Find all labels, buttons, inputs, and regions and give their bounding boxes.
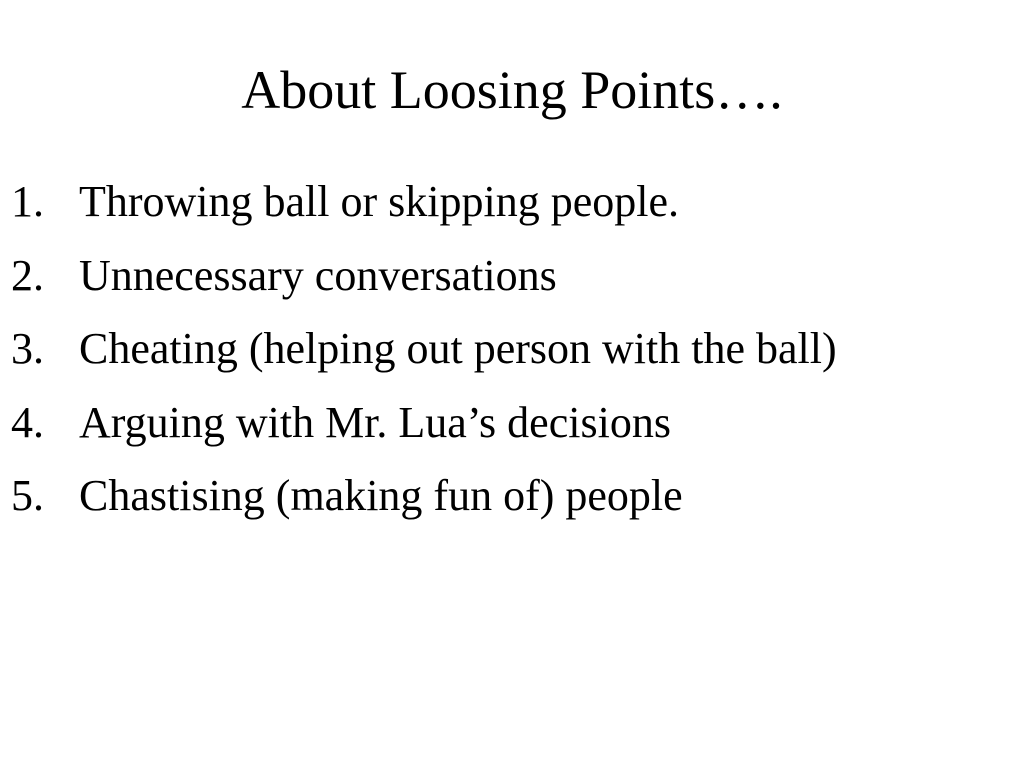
list-item-text: Chastising (making fun of) people (79, 471, 683, 520)
list-item-number: 4. (11, 397, 44, 447)
slide-title: About Loosing Points…. (241, 60, 783, 120)
list-item (0, 393, 1010, 467)
list-item-number: 1. (11, 177, 44, 226)
list-item (0, 319, 1010, 393)
list-item-text: Arguing with Mr. Lua’s decisions (79, 397, 671, 447)
list-item-text: Cheating (helping out person with the ball) (79, 324, 837, 373)
list-item-text: Throwing ball or skipping people. (79, 177, 680, 226)
list-item-text: Unnecessary conversations (79, 250, 557, 300)
list-item (0, 246, 1010, 320)
list-item-number: 5. (11, 471, 44, 520)
numbered-list (0, 172, 1010, 540)
list-item-number: 3. (11, 324, 44, 373)
list-item-number: 2. (11, 250, 44, 300)
list-item (0, 466, 1010, 540)
list-item (0, 172, 1010, 246)
